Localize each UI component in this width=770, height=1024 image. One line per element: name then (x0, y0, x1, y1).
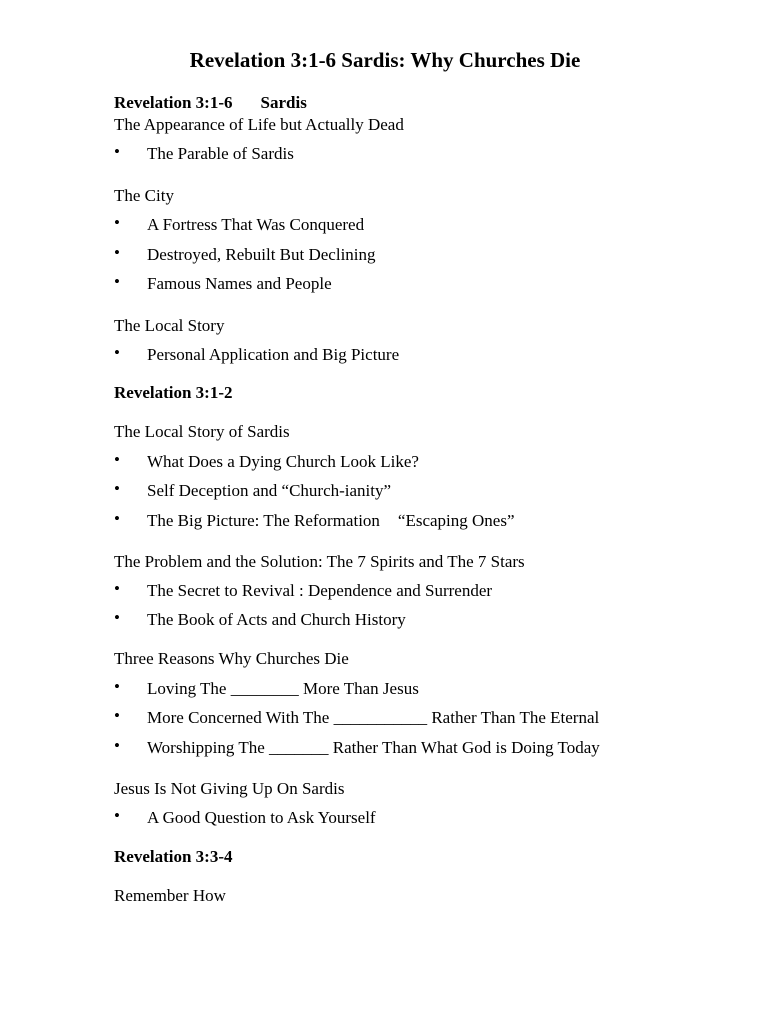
list-item-text: Famous Names and People (147, 274, 332, 293)
bullet-icon: • (114, 509, 120, 528)
bullet-icon: • (114, 479, 120, 498)
bullet-icon: • (114, 579, 120, 598)
list-item-text: Worshipping The _______ Rather Than What God is Doing Today (147, 738, 600, 757)
section-heading-local-story-sardis: The Local Story of Sardis (114, 422, 290, 441)
list-item-text: Destroyed, Rebuilt But Declining (147, 245, 376, 264)
list-item-text: A Fortress That Was Conquered (147, 215, 365, 234)
list-item-text (147, 510, 515, 532)
list-item-text: Self Deception and “Church-ianity” (147, 481, 392, 500)
bullet-icon: • (114, 213, 120, 232)
list-item-text: A Good Question to Ask Yourself (147, 808, 376, 827)
section-heading-remember: Remember How (114, 886, 226, 905)
list-item-text-main: The Big Picture: The Reformation (147, 511, 380, 530)
section-heading-three-reasons: Three Reasons Why Churches Die (114, 649, 349, 668)
bullet-icon: • (114, 608, 120, 627)
bullet-icon: • (114, 806, 120, 825)
list-item-text: The Secret to Revival : Dependence and Surrender (147, 581, 493, 600)
section-header-rev-3-1-2: Revelation 3:1-2 (114, 383, 233, 402)
header-place: Sardis (260, 93, 307, 112)
subtitle-appearance: The Appearance of Life but Actually Dead (114, 115, 404, 134)
section-heading-local-story: The Local Story (114, 316, 225, 335)
bullet-icon: • (114, 450, 120, 469)
section-heading-problem-solution: The Problem and the Solution: The 7 Spirits and The 7 Stars (114, 552, 525, 571)
list-item-text: The Book of Acts and Church History (147, 610, 406, 629)
bullet-icon: • (114, 677, 120, 696)
bullet-icon: • (114, 706, 120, 725)
bullet-icon: • (114, 243, 120, 262)
document-title: Revelation 3:1-6 Sardis: Why Churches Die (189, 48, 581, 72)
list-item-text: Personal Application and Big Picture (147, 345, 400, 364)
bullet-icon: • (114, 272, 120, 291)
list-item-text: The Parable of Sardis (147, 144, 294, 163)
section-header-rev-3-3-4: Revelation 3:3-4 (114, 847, 233, 866)
bullet-icon: • (114, 142, 120, 161)
header-ref: Revelation 3:1-6 (114, 93, 233, 112)
list-item-text: What Does a Dying Church Look Like? (147, 452, 419, 471)
bullet-icon: • (114, 736, 120, 755)
list-item-text: More Concerned With The ___________ Rather Than The Eternal (147, 708, 600, 727)
bullet-icon: • (114, 343, 120, 362)
list-item-text: Loving The ________ More Than Jesus (147, 679, 419, 698)
section-heading-city: The City (114, 186, 174, 205)
section-header-rev-3-1-6 (114, 92, 307, 114)
section-heading-jesus: Jesus Is Not Giving Up On Sardis (114, 779, 345, 798)
list-item-text-extra: “Escaping Ones” (397, 511, 515, 530)
